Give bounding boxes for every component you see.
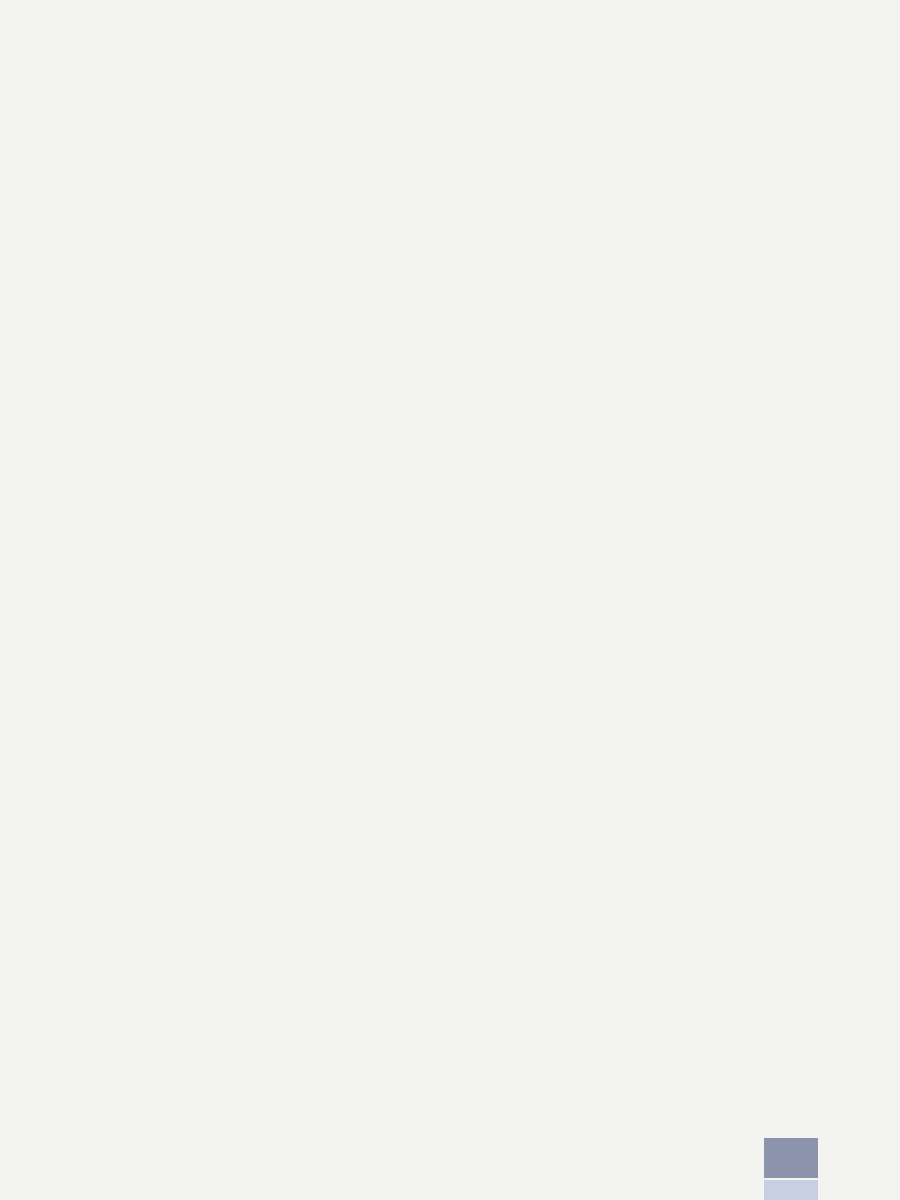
page-edge-strip xyxy=(764,1180,818,1200)
table-of-contents xyxy=(76,60,820,80)
page-number-badge xyxy=(764,1138,818,1178)
